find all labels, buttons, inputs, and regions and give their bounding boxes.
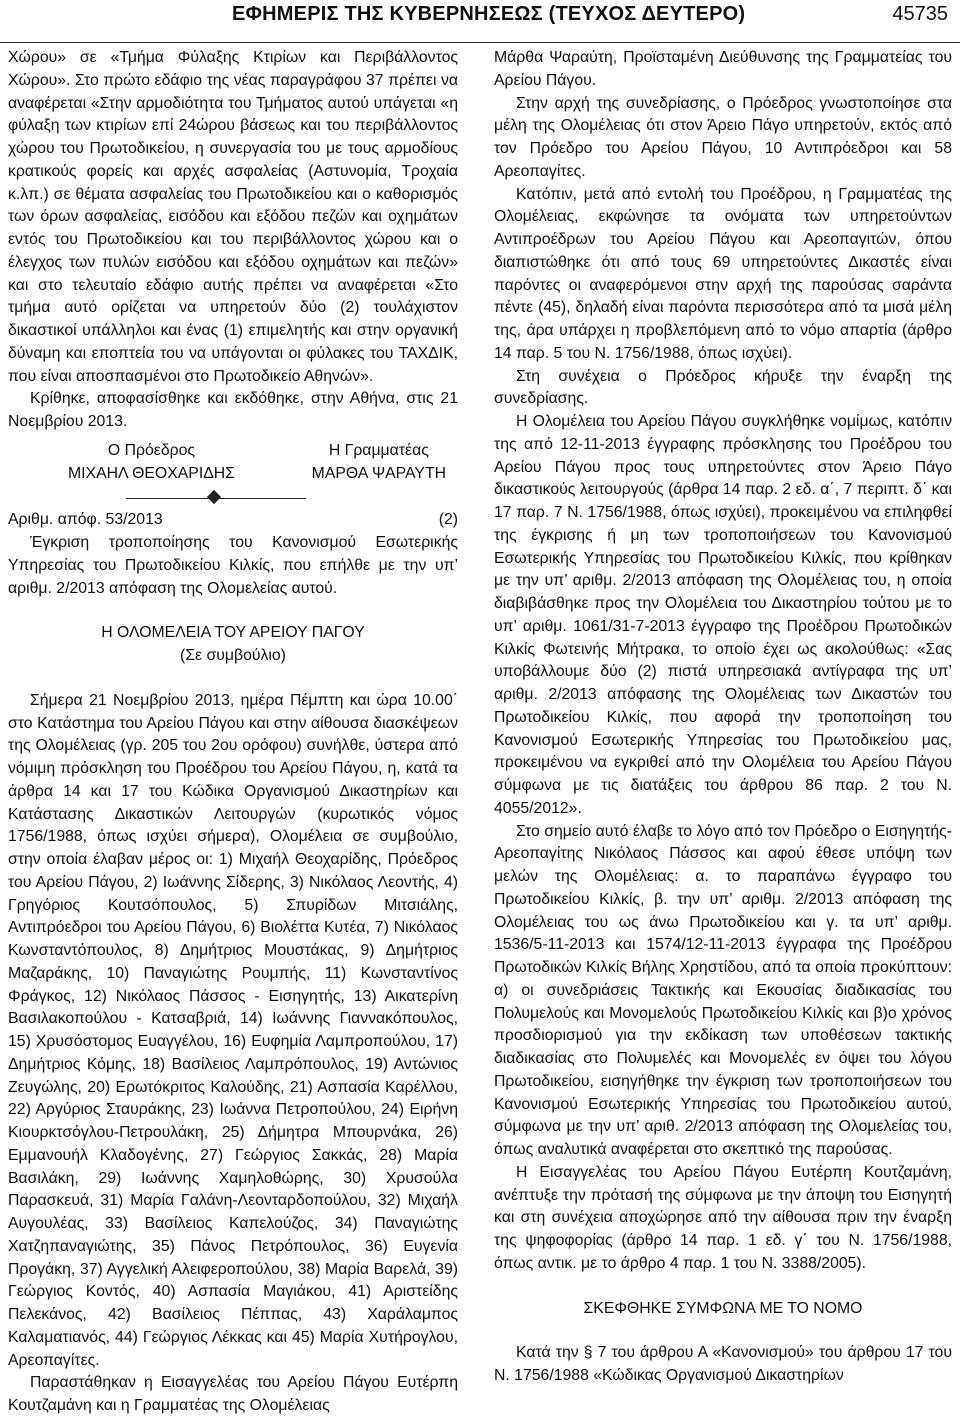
section-heading: ΣΚΕΦΘΗΚΕ ΣΥΜΦΩΝΑ ΜΕ ΤΟ ΝΟΜΟ xyxy=(583,1299,863,1317)
paragraph: Μάρθα Ψαραύτη, Προϊσταμένη Διεύθυνσης της Γραμματείας του Αρείου Πάγου. xyxy=(494,49,952,89)
paragraph: Στο σημείο αυτό έλαβε το λόγο από τον Πρόεδρο ο Εισηγητής-Αρεοπαγίτης Νικόλαος Πάσσος και αφού έθεσε υπόψη των μελών της Ολομέλειας: α. το παραπάνω έγγραφο του Πρωτοδικείου Κιλκίς, β. την υπ’ αριθμ. 2/2013 απόφαση της Ολομέλειας του ως άνω Πρωτοδικείου και γ. τα υπ’ αριθμ. 1536/5-11-2013 και 1574/12-11-2013 έγγραφα της Προέδρου Πρωτοδικών Κιλκίς Βήλης Χρηστίδου, από τα οποία προκύπτουν: α) οι συνεδριάσεις Τακτικής και Εκουσίας διαδικασίας του Πολυμελούς και Μονομελούς Πρωτοδικείου Κιλκίς και β)ο χρόνος προσδιορισμού για την εκδίκαση των υποθέσεων τακτικής διαδικασίας στο Πολυμελές και Μονομελές εν όψει του λόγου Πρωτοδικείου, εισηγήθηκε την έγκριση των τροποποιήσεων του Κανονισμού Εσωτερικής Υπηρεσίας του Πρωτοδικείου αυτού, σύμφωνα με την υπ’ αριθ. 2/2013 απόφαση της Ολομελείας του, όπως αναλυτικά αναφέρεται στο σκεπτικό της παρούσας. xyxy=(494,822,952,1158)
paragraph: Παραστάθηκαν η Εισαγγελέας του Αρείου Πάγου Ευτέρπη Κουτζαμάνη και η Γραμματέας της Ολομέλειας xyxy=(8,1374,458,1414)
paragraph: Κρίθηκε, αποφασίσθηκε και εκδόθηκε, στην Αθήνα, στις 21 Νοεμβρίου 2013. xyxy=(8,390,458,430)
decision-number-line xyxy=(8,509,458,532)
decision-index: (2) xyxy=(438,511,458,529)
signature-name: ΜΙΧΑΗΛ ΘΕΟΧΑΡΙΔΗΣ xyxy=(68,464,235,482)
paragraph: Σήμερα 21 Νοεμβρίου 2013, ημέρα Πέμπτη και ώρα 10.00΄ στο Κατάστημα του Αρείου Πάγου και στην αίθουσα διασκέψεων της Ολομέλειας (γρ. 205 του 2ου ορόφου) συνήλθε, ύστερα από νόμιμη πρόσκληση του Προέδρου του Αρείου Πάγου, η, κατά τα άρθρα 14 και 17 του Κώδικα Οργανισμού Δικαστηρίων και Κατάστασης Δικαστικών Λειτουργών (κυρωτικός νόμος 1756/1988, όπως ισχύει σήμερα), Ολομέλεια σε συμβούλιο, στην οποία έλαβαν μέρος οι: 1) Μιχαήλ Θεοχαρίδης, Πρόεδρος του Αρείου Πάγου, 2) Ιωάννης Σίδερης, 3) Νικόλαος Λεοντής, 4) Γρηγόριος Κουτσόπουλος, 5) Σπυρίδων Μιτσιάλης, Αντιπρόεδροι του Αρείου Πάγου, 6) Βιολέττα Κυτέα, 7) Νικόλαος Κωνσταντόπουλος, 8) Δημήτριος Μουστάκας, 9) Δημήτριος Μαζαράκης, 10) Παναγιώτης Ρουμπής, 11) Κωνσταντίνος Φράγκος, 12) Νικόλαος Πάσσος - Εισηγητής, 13) Αικατερίνη Βασιλακοπούλου - Κατσαβριά, 14) Ιωάννης Γιαννακόπουλος, 15) Χρυσόστομος Ευαγγέλου, 16) Ευφημία Λαμπροπούλου, 17) Δημήτριος Κόμης, 18) Βασίλειος Λαμπρόπουλος, 19) Αντώνιος Ζευγώλης, 20) Ερωτόκριτος Καλούδης, 21) Ασπασία Καρέλλου, 22) Αργύριος Σταυράκης, 23) Ιωάννα Πετροπούλου, 24) Ειρήνη Κιουρκτσόγλου-Πετρουλάκη, 25) Δήμητρα Μπουρνάκα, 26) Εμμανουήλ Κλαδογένης, 27) Γεώργιος Σακκάς, 28) Μαρία Βασιλάκη, 29) Ιωάννης Χαμηλοθώρης, 30) Χρυσούλα Παρασκευά, 31) Μαρία Γαλάνη-Λεονταρδοπούλου, 32) Μιχαήλ Αυγουλέας, 33) Βασίλειος Καπελούζος, 34) Παναγιώτης Χατζηπαναγιώτης, 35) Πάνος Πετρόπουλος, 36) Ευγενία Προγάκη, 37) Αγγελική Αλειφεροπούλου, 38) Μαρία Βαρελά, 39) Γεώργιος Κοντός, 40) Ασπασία Μαγιάκου, 41) Αριστείδης Πελεκάνος, 42) Βασίλειος Πέππας, 43) Χαράλαμπος Καλαματιανός, 44) Γεώργιος Λέκκας και 45) Μαρία Χυτήρογλου, Αρεοπαγίτες. xyxy=(8,691,458,1369)
paragraph: Στη συνέχεια ο Πρόεδρος κήρυξε την έναρξη της συνεδρίασης. xyxy=(494,367,952,408)
paragraph: Στην αρχή της συνεδρίασης, ο Πρόεδρος γνωστοποίησε στα μέλη της Ολομέλειας ότι στον Άρειο Πάγο υπηρετούν, εκτός από τον Πρόεδρο του Αρείου Πάγου, 10 Αντιπρόεδροι και 58 Αρεοπαγίτες. xyxy=(494,94,952,180)
signature-name: ΜΑΡΘΑ ΨΑΡΑΥΤΗ xyxy=(311,464,446,482)
right-column xyxy=(494,47,952,1388)
decision-title: Έγκριση τροποποίησης του Κανονισμού Εσωτερικής Υπηρεσίας του Πρωτοδικείου Κιλκίς, που επήλθε με την υπ’ αριθμ. 2/2013 απόφαση της Ολομελείας αυτού. xyxy=(8,534,458,597)
paragraph: Η Ολομέλεια του Αρείου Πάγου συγκλήθηκε νομίμως, κατόπιν της από 12-11-2013 έγγραφης πρόσκλησης του Προέδρου του Αρείου Πάγου προς τους υπηρετούντες στον Άρειο Πάγο δικαστικούς λειτουργούς (άρθρα 14 παρ. 2 εδ. α΄, 7 περιπτ. δ΄ και 17 παρ. 7 Ν. 1756/1988, όπως ισχύει), προκειμένου να επιληφθεί της έγκρισης ή μη των τροποποιήσεων του Κανονισμού Εσωτερικής Υπηρεσίας του Πρωτοδικείου Κιλκίς, που κρίθηκαν με την υπ’ αριθμ. 2/2013 απόφαση της Ολομέλειας του, η οποία διαβιβάσθηκε προς την Ολομέλεια του Δικαστηρίου τούτου με το υπ’ αριθμ. 1061/31-7-2013 έγγραφο της Προέδρου Πρωτοδικών Κιλκίς Φωτεινής Μήτρακα, το οποίο έχει ως ακολούθως: «Σας υποβάλλουμε δύο (2) πιστά υπηρεσιακά αντίγραφα της υπ’ αριθμ. 2/2013 απόφασης της Ολομέλειας των Δικαστών του Πρωτοδικείου Κιλκίς, που αφορά την τροποποίηση του Κανονισμού Εσωτερικής Υπηρεσίας του Πρωτοδικείου μας, προκειμένου να εγκριθεί από την Ολομέλεια του Αρείου Πάγου σύμφωνα με τις διατάξεις του άρθρου 86 παρ. 2 του Ν. 4055/2012». xyxy=(494,413,952,817)
page-header xyxy=(0,0,960,43)
paragraph: Η Εισαγγελέας του Αρείου Πάγου Ευτέρπη Κουτζαμάνη, ανέπτυξε την πρότασή της σύμφωνα με την άποψη του Εισηγητή και στη συνέχεια αποχώρησε από την αίθουσα πριν την έναρξη της ψηφοφορίας (άρθρο 14 παρ. 1 εδ. γ΄ του Ν. 1756/1988, όπως αντικ. με το άρθρο 4 παρ. 1 του Ν. 3388/2005). xyxy=(494,1163,952,1272)
signature-title: Ο Πρόεδρος xyxy=(107,441,195,459)
signature-secretary xyxy=(312,440,446,486)
signature-president xyxy=(68,440,235,486)
paragraph: Κατόπιν, μετά από εντολή του Προέδρου, η Γραμματέας της Ολομέλειας, εκφώνησε τα ονόματα των υπηρετούντων Αντιπροέδρων του Αρείου Πάγου και Αρεοπαγιτών, όπου διαπιστώθηκε ότι από τους 69 υπηρετούντες Δικαστές είναι παρόντες οι αναφερόμενοι στην αρχή της παρούσας σαράντα πέντε (45), δηλαδή είναι παρόντα περισσότερα από τα μισά μέλη της, άρα υπάρχει η προβλεπόμενη από το νόμο απαρτία (άρθρο 14 παρ. 5 του Ν. 1756/1988, όπως ισχύει). xyxy=(494,185,952,362)
section-heading: Η ΟΛΟΜΕΛΕΙΑ ΤΟΥ ΑΡΕΙΟΥ ΠΑΓΟΥ xyxy=(101,624,365,642)
section-subheading: (Σε συμβούλιο) xyxy=(180,647,286,664)
section-divider xyxy=(8,489,458,509)
signature-title: Η Γραμματέας xyxy=(328,441,429,459)
paragraph: Χώρου» σε «Τμήμα Φύλαξης Κτιρίων και Περιβάλλοντος Χώρου». Στο πρώτο εδάφιο της νέας παραγράφου 37 πρέπει να αναφέρεται «Στην αρμοδιότητα του Τμήματος αυτού υπάγεται «η φύλαξη των κτιρίων επί 24ώρου βάσεως και του περιβάλλοντος χώρου του Πρωτοδικείου, η συνεργασία του με τους αρμοδίους κρατικούς φορείς και αρχές ασφαλείας (Αστυνομία, Τροχαία κ.λπ.) σε θέματα ασφαλείας του Πρωτοδικείου και ο καθορισμός των όρων ασφαλείας, εισόδου και εξόδου πεζών και οχημάτων εντός του Πρωτοδικείου και του περιβάλλοντος χώρου και ο έλεγχος των πυλών εισόδου και εξόδου οχημάτων και πεζών» και στο τελευταίο εδάφιο αυτής πρέπει να αναφέρεται «Στο τμήμα αυτό ορίζεται να υπηρετούν δύο (2) τουλάχιστον δικαστικοί υπάλληλοι και ένας (1) επιμελητής και στην οργανική δύναμη και εποπτεία του να υπάγονται οι φύλακες του ΤΑΧΔΙΚ, που είναι αποσπασμένοι στο Πρωτοδικείο Αθηνών». xyxy=(8,49,458,385)
page-number: 45735 xyxy=(892,3,948,25)
left-column xyxy=(8,47,458,1418)
paragraph: Κατά την § 7 του άρθρου Α «Κανονισμού» του άρθρου 17 του Ν. 1756/1988 «Κώδικας Οργανισμού Δικαστηρίων xyxy=(494,1344,952,1384)
signatures xyxy=(8,440,458,486)
decision-number: Αριθμ. απόφ. 53/2013 xyxy=(8,511,163,529)
gazette-title: ΕΦΗΜΕΡΙΣ ΤΗΣ ΚΥΒΕΡΝΗΣΕΩΣ (ΤΕΥΧΟΣ ΔΕΥΤΕΡΟ) xyxy=(232,3,746,25)
diamond-icon xyxy=(207,490,221,504)
